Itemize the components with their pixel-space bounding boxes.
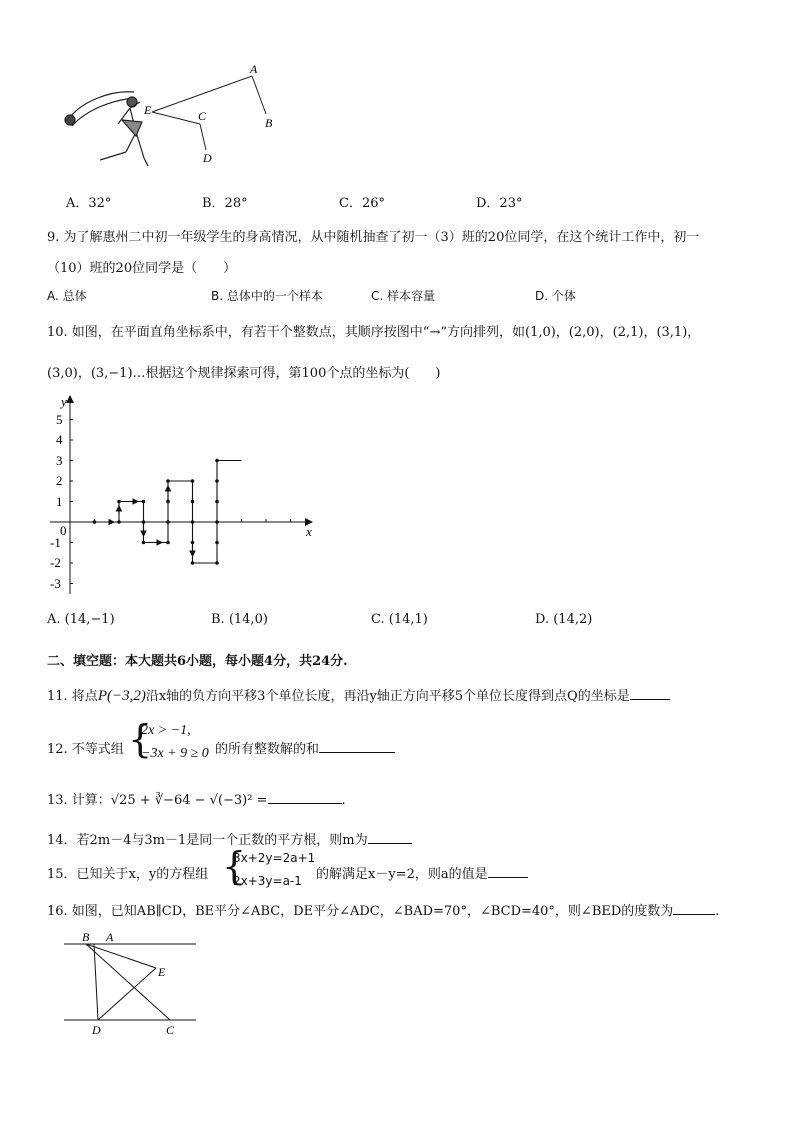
q11-stem	[47, 685, 670, 705]
y-tick-neg2: -2	[50, 555, 61, 570]
q12-ineq1: 2x > −1,	[141, 723, 191, 738]
y-tick-4: 4	[56, 432, 63, 447]
q10-stem-line1: 10. 如图，在平面直角坐标系中，有若干个整数点，其顺序按图中“→”方向排列，如(1,0)，(2,0)，(2,1)，(3,1)，	[47, 325, 701, 340]
q15-eq2: 2x+3y=a-1	[233, 874, 302, 888]
y-tick-3: 3	[56, 453, 63, 468]
y-tick-5: 5	[56, 412, 63, 427]
q16-line: 16. 如图，已知AB∥CD，BE平分∠ABC，DE平分∠ADC，∠BAD=70°，∠BCD=40°，则∠BED的度数为 .	[47, 904, 720, 919]
y-axis-label: y	[61, 394, 67, 409]
y-tick-2: 2	[56, 473, 63, 488]
q10-option-c[interactable]: C. (14,1)	[371, 612, 428, 627]
q8-label-b: B	[265, 116, 273, 130]
q16-label-d: D	[92, 1023, 101, 1037]
q14-answer-blank[interactable]	[368, 831, 412, 844]
q10-coordinate-figure	[44, 390, 324, 600]
q10-stem-line2: (3,0)，(3,−1)…根据这个规律探索可得，第100个点的坐标为( )	[47, 366, 441, 381]
q10-option-a[interactable]: A. (14,−1)	[47, 612, 115, 627]
section2-heading: 二、填空题：本大题共6小题，每小题4分，共24分.	[47, 654, 348, 669]
q8-option-c[interactable]: C．26°	[339, 196, 385, 211]
q8-label-a: A	[250, 62, 258, 76]
q13-line: 13. 计算：√25 + ∛−64 − √(−3)² = .	[47, 793, 346, 808]
q15-answer-blank[interactable]	[488, 865, 528, 878]
q16-label-c: C	[166, 1023, 175, 1037]
q9-option-c[interactable]: C. 样本容量	[371, 289, 436, 303]
q8-option-b[interactable]: B．28°	[202, 196, 248, 211]
x-axis-label: x	[306, 524, 312, 539]
y-tick-neg3: -3	[50, 576, 61, 591]
q8-option-a[interactable]: A．32°	[66, 196, 112, 211]
origin-label: 0	[60, 523, 67, 538]
q15-post: 的解满足x－y=2，则a的值是	[316, 867, 488, 882]
q16-text: 16. 如图，已知AB∥CD，BE平分∠ABC，DE平分∠ADC，∠BAD=70°，∠BCD=40°，则∠BED的度数为	[47, 904, 674, 919]
q12-pre: 12. 不等式组	[47, 742, 124, 757]
q9-stem-line1: 9. 为了解惠州二中初一年级学生的身高情况，从中随机抽查了初一（3）班的20位同学，在这个统计工作中，初一	[47, 230, 700, 245]
q9-option-a[interactable]: A. 总体	[47, 289, 87, 303]
q11-point: P(−3,2)	[97, 688, 146, 704]
q8-label-d: D	[203, 151, 212, 165]
q15-post-line	[316, 863, 528, 882]
q16-label-a: A	[106, 930, 114, 944]
q16-label-e: E	[158, 965, 166, 979]
q9-option-d[interactable]: D. 个体	[535, 289, 576, 303]
dancer-illustration	[65, 92, 148, 166]
q12-answer-blank[interactable]	[319, 740, 395, 753]
q11-pre: 11. 将点	[47, 689, 98, 704]
q15-pre: 15．已知关于x，y的方程组	[47, 867, 209, 882]
y-tick-1: 1	[56, 494, 63, 509]
q16-figure	[60, 928, 200, 1040]
q12-post-line	[215, 738, 395, 757]
q9-option-b[interactable]: B. 总体中的一个样本	[211, 289, 323, 303]
q12-post: 的所有整数解的和	[215, 742, 320, 757]
q12-ineq2: −3x + 9 ≥ 0	[141, 746, 209, 761]
q14-text: 14．若2m－4与3m－1是同一个正数的平方根，则m为	[47, 833, 368, 848]
q8-figure	[60, 62, 300, 174]
q16-label-b: B	[82, 930, 90, 944]
q9-stem-line2: （10）班的20位同学是（ ）	[47, 261, 237, 276]
q15-brace: {	[222, 844, 247, 888]
q13-answer-blank[interactable]	[268, 791, 342, 804]
q8-label-c: C	[198, 109, 207, 123]
q8-option-d[interactable]: D．23°	[476, 196, 523, 211]
q8-label-e: E	[144, 103, 152, 117]
q15-eq1: 3x+2y=2a+1	[233, 851, 316, 865]
q16-answer-blank[interactable]	[673, 902, 715, 915]
q11-mid: 沿x轴的负方向平移3个单位长度，再沿y轴正方向平移5个单位长度得到点Q的坐标是	[145, 689, 630, 704]
q10-option-b[interactable]: B. (14,0)	[211, 612, 268, 627]
q10-option-d[interactable]: D. (14,2)	[535, 612, 593, 627]
q11-answer-blank[interactable]	[630, 687, 670, 700]
y-tick-neg1: -1	[50, 535, 61, 550]
q13-text: 13. 计算：√25 + ∛−64 − √(−3)² =	[47, 793, 268, 808]
q12-brace: {	[128, 717, 153, 761]
